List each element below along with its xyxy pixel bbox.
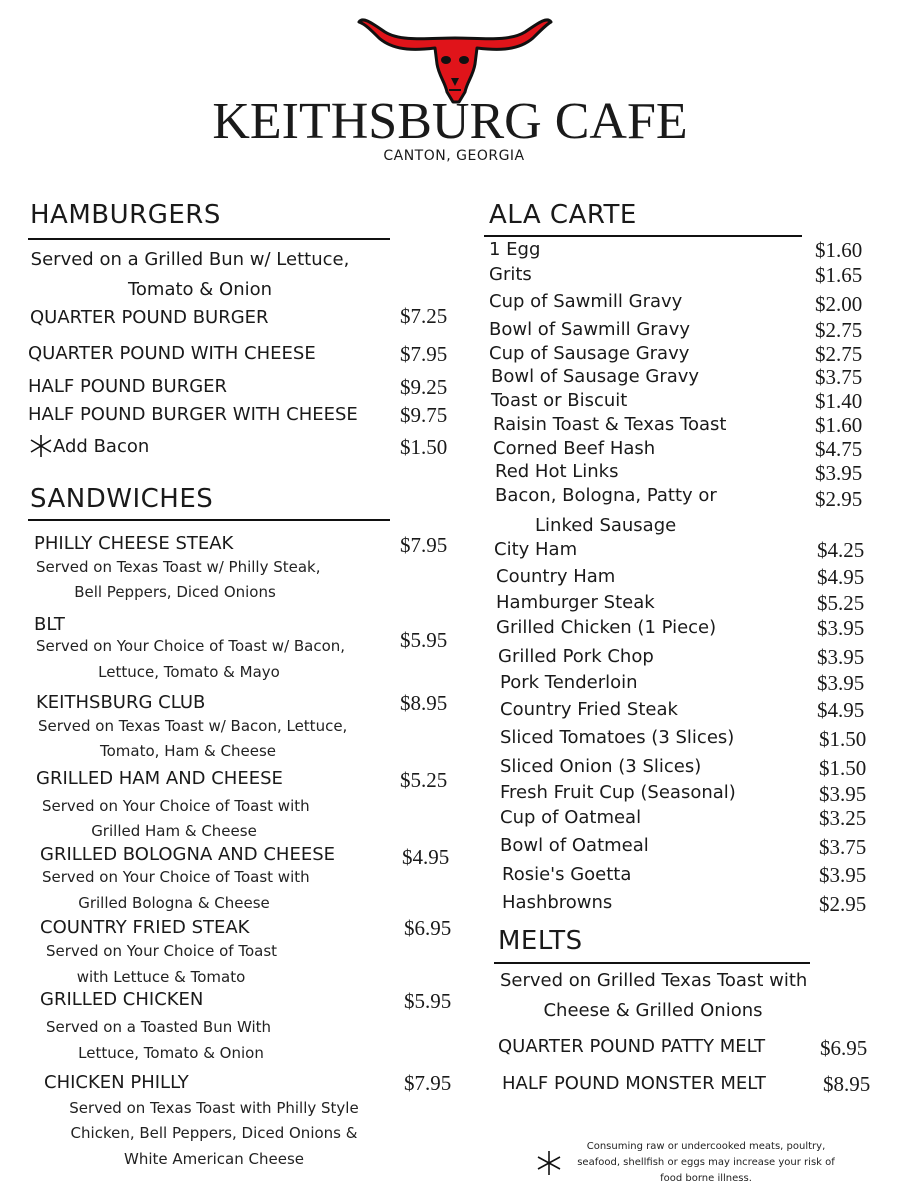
menu-item-price: $1.50 [819, 727, 867, 751]
menu-item-price: $3.95 [817, 645, 865, 669]
menu-item-description: Served on Your Choice of Toast w/ Bacon, [36, 637, 346, 655]
menu-item-name: Cup of Sawmill Gravy [489, 291, 683, 312]
menu-item-price: $5.25 [400, 768, 448, 792]
menu-item-description: Lettuce, Tomato & Mayo [98, 663, 280, 681]
menu-item-name: BLT [34, 614, 65, 635]
menu-item-name: Country Ham [496, 566, 616, 587]
menu-item-name: Sliced Tomatoes (3 Slices) [500, 727, 735, 748]
menu-item-price: $2.95 [815, 487, 863, 511]
menu-item-price: $3.95 [817, 616, 865, 640]
menu-item-price: $9.75 [400, 403, 448, 427]
menu-item-price: $3.75 [815, 365, 863, 389]
menu-item-price: $5.25 [817, 591, 865, 615]
menu-item-price: $7.95 [400, 342, 448, 366]
menu-item-price: $5.95 [404, 989, 452, 1013]
asterisk-icon [30, 434, 52, 458]
menu-item-price: $3.95 [819, 863, 867, 887]
menu-item-price: $3.25 [819, 806, 867, 830]
melts-description-2: Cheese & Grilled Onions [543, 1000, 763, 1021]
menu-item-price: $4.95 [402, 845, 450, 869]
hamburgers-description-2: Tomato & Onion [127, 279, 273, 300]
menu-item-name: Bowl of Sausage Gravy [491, 366, 700, 387]
menu-item-price: $2.00 [815, 292, 863, 316]
menu-item-price: $6.95 [820, 1036, 868, 1060]
menu-item-description: Grilled Ham & Cheese [91, 822, 257, 840]
menu-item-name: Bacon, Bologna, Patty or [495, 485, 717, 506]
section-divider [494, 962, 810, 964]
menu-item-name: Fresh Fruit Cup (Seasonal) [500, 782, 736, 803]
menu-item-price: $3.95 [819, 782, 867, 806]
menu-item-name: QUARTER POUND WITH CHEESE [28, 343, 316, 364]
food-safety-disclaimer: Consuming raw or undercooked meats, poultry, seafood, shellfish or eggs may increase your risk of food borne illness. [577, 1141, 835, 1184]
menu-item-price: $7.25 [400, 304, 448, 328]
menu-item-description: Served on Texas Toast with Philly Style [69, 1099, 359, 1117]
menu-item-price: $5.95 [400, 628, 448, 652]
menu-item-description: Served on Texas Toast w/ Bacon, Lettuce, [38, 717, 348, 735]
section-divider [484, 235, 802, 237]
menu-item-description: Served on Texas Toast w/ Philly Steak, [36, 558, 321, 576]
page-subtitle: CANTON, GEORGIA [383, 148, 525, 164]
asterisk-icon [537, 1150, 561, 1176]
menu-item-name: Grits [489, 264, 532, 285]
ala-carte-heading: ALA CARTE [489, 200, 637, 230]
menu-item-name: COUNTRY FRIED STEAK [40, 917, 250, 938]
menu-item-price: $1.50 [400, 435, 448, 459]
menu-item-price: $1.65 [815, 263, 863, 287]
menu-item-name: Grilled Chicken (1 Piece) [496, 617, 717, 638]
menu-item-name: QUARTER POUND BURGER [30, 307, 269, 328]
menu-item-name: Bowl of Sawmill Gravy [489, 319, 690, 340]
menu-item-name-continued: Linked Sausage [535, 515, 677, 536]
menu-item-name: Country Fried Steak [500, 699, 678, 720]
menu-item-price: $1.60 [815, 238, 863, 262]
menu-item-name: Corned Beef Hash [493, 438, 656, 459]
menu-item-name: GRILLED HAM AND CHEESE [36, 768, 283, 789]
melts-heading: MELTS [498, 926, 583, 956]
sandwiches-heading: SANDWICHES [30, 484, 214, 514]
menu-item-name: Pork Tenderloin [500, 672, 638, 693]
menu-item-name: CHICKEN PHILLY [44, 1072, 189, 1093]
menu-item-name: Hamburger Steak [496, 592, 655, 613]
menu-item-price: $1.40 [815, 389, 863, 413]
menu-item-price: $3.95 [815, 461, 863, 485]
menu-item-price: $6.95 [404, 916, 452, 940]
menu-item-name: Bowl of Oatmeal [500, 835, 649, 856]
menu-item-name: Cup of Sausage Gravy [489, 343, 690, 364]
menu-item-name: GRILLED CHICKEN [40, 989, 204, 1010]
menu-item-price: $7.95 [404, 1071, 452, 1095]
menu-item-name: Raisin Toast & Texas Toast [493, 414, 727, 435]
menu-item-description: Served on a Toasted Bun With [46, 1018, 272, 1036]
menu-item-name: Add Bacon [53, 436, 150, 457]
menu-item-name: PHILLY CHEESE STEAK [34, 533, 234, 554]
menu-item-description: Chicken, Bell Peppers, Diced Onions & [70, 1124, 358, 1142]
menu-item-price: $7.95 [400, 533, 448, 557]
menu-item-price: $1.50 [819, 756, 867, 780]
menu-item-description: Tomato, Ham & Cheese [100, 742, 276, 760]
menu-item-name: Toast or Biscuit [491, 390, 628, 411]
menu-item-name: Cup of Oatmeal [500, 807, 642, 828]
menu-item-name: Rosie's Goetta [502, 864, 632, 885]
menu-item-name: Grilled Pork Chop [498, 646, 654, 667]
menu-item-price: $4.95 [817, 698, 865, 722]
menu-item-description: with Lettuce & Tomato [76, 968, 246, 986]
menu-item-name: HALF POUND BURGER [28, 376, 228, 397]
menu-item-name: City Ham [494, 539, 578, 560]
page-title: KEITHSBURG CAFE [212, 93, 688, 150]
menu-item-price: $4.25 [817, 538, 865, 562]
menu-item-description: Served on Your Choice of Toast with [42, 868, 310, 886]
menu-item-price: $3.75 [819, 835, 867, 859]
menu-item-price: $1.60 [815, 413, 863, 437]
menu-item-price: $9.25 [400, 375, 448, 399]
menu-item-price: $8.95 [823, 1072, 871, 1096]
hamburgers-description: Served on a Grilled Bun w/ Lettuce, [30, 249, 350, 270]
menu-item-price: $4.95 [817, 565, 865, 589]
menu-item-description: Lettuce, Tomato & Onion [78, 1044, 264, 1062]
menu-item-price: $2.75 [815, 342, 863, 366]
menu-item-name: Sliced Onion (3 Slices) [500, 756, 702, 777]
menu-item-name: HALF POUND MONSTER MELT [502, 1073, 766, 1094]
menu-item-name: HALF POUND BURGER WITH CHEESE [28, 404, 358, 425]
menu-item-price: $8.95 [400, 691, 448, 715]
menu-item-name: Hashbrowns [502, 892, 613, 913]
section-divider [28, 519, 390, 521]
menu-item-name: 1 Egg [489, 239, 541, 260]
menu-item-name: QUARTER POUND PATTY MELT [498, 1036, 766, 1057]
menu-item-price: $4.75 [815, 437, 863, 461]
menu-item-name: GRILLED BOLOGNA AND CHEESE [40, 844, 335, 865]
menu-item-name: Red Hot Links [495, 461, 619, 482]
menu-item-price: $3.95 [817, 671, 865, 695]
menu-item-price: $2.95 [819, 892, 867, 916]
menu-item-description: White American Cheese [123, 1150, 304, 1168]
menu-item-description: Grilled Bologna & Cheese [78, 894, 270, 912]
menu-item-description: Served on Your Choice of Toast with [42, 797, 310, 815]
menu-item-name: KEITHSBURG CLUB [36, 692, 206, 713]
hamburgers-heading: HAMBURGERS [30, 200, 221, 230]
melts-description: Served on Grilled Texas Toast with [500, 970, 808, 991]
menu-item-price: $2.75 [815, 318, 863, 342]
menu-item-description: Bell Peppers, Diced Onions [74, 583, 276, 601]
menu-item-description: Served on Your Choice of Toast [46, 942, 278, 960]
section-divider [28, 238, 390, 240]
